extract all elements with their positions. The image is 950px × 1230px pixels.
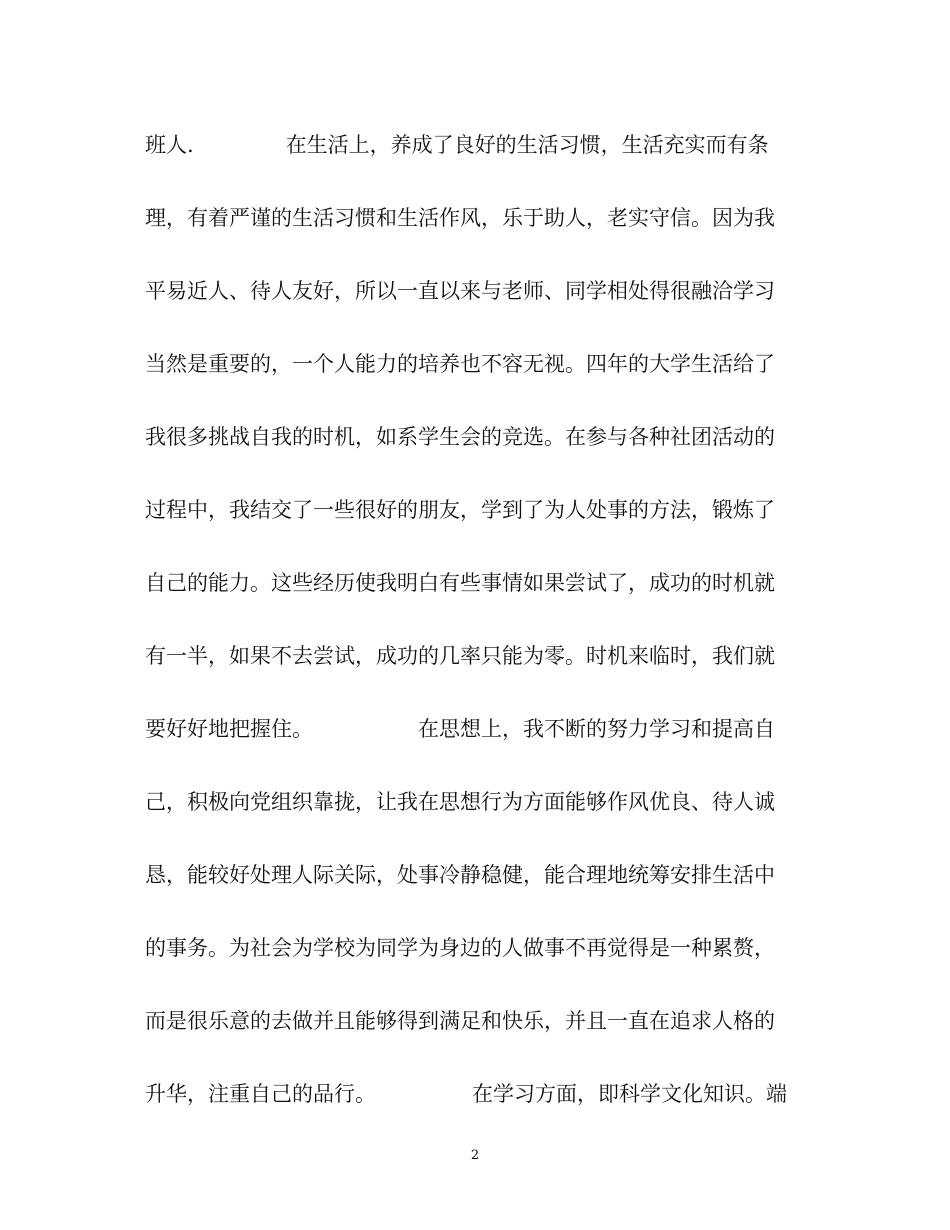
text-segment: 过程中，我结交了一些很好的朋友，学到了为人处事的方法，锻炼了 [145,498,775,522]
text-segment: 升华，注重自己的品行。 [145,1082,376,1106]
text-segment: 自己的能力。这些经历使我明白有些事情如果尝试了，成功的时机就 [145,571,775,595]
text-segment: 恳，能较好处理人际关际，处事冷静稳健，能合理地统筹安排生活中 [145,863,775,887]
page-number: 2 [470,1148,480,1163]
text-line-7 [145,570,805,596]
text-line-14 [145,1081,805,1107]
text-line-1 [145,132,805,158]
text-segment: 在思想上，我不断的努力学习和提高自 [418,717,775,741]
text-segment: 我很多挑战自我的时机，如系学生会的竞选。在参与各种社团活动的 [145,425,775,449]
text-segment: 有一半，如果不去尝试，成功的几率只能为零。时机来临时，我们就 [145,644,775,668]
text-line-9 [145,716,805,742]
text-segment: 理，有着严谨的生活习惯和生活作风，乐于助人，老实守信。因为我 [145,206,775,230]
text-line-3 [145,278,805,304]
text-segment: 平易近人、待人友好，所以一直以来与老师、同学相处得很融洽学习 [145,279,775,303]
text-line-10 [145,789,805,815]
text-segment: 在学习方面，即科学文化知识。端 [472,1082,787,1106]
text-line-6 [145,497,805,523]
text-line-5 [145,424,805,450]
text-segment: 的事务。为社会为学校为同学为身边的人做事不再觉得是一种累赘， [145,936,775,960]
text-segment: 己，积极向党组织靠拢，让我在思想行为方面能够作风优良、待人诚 [145,790,775,814]
text-line-4 [145,351,805,377]
text-line-12 [145,935,805,961]
text-line-8 [145,643,805,669]
text-segment: 当然是重要的，一个人能力的培养也不容无视。四年的大学生活给了 [145,352,775,376]
text-line-13 [145,1008,805,1034]
text-segment: 要好好地把握住。 [145,717,313,741]
text-segment: 在生活上，养成了良好的生活习惯，生活充实而有条 [285,133,769,157]
text-line-2 [145,205,805,231]
text-line-11 [145,862,805,888]
text-segment: 而是很乐意的去做并且能够得到满足和快乐，并且一直在追求人格的 [145,1009,775,1033]
text-segment: 班人. [145,133,194,157]
